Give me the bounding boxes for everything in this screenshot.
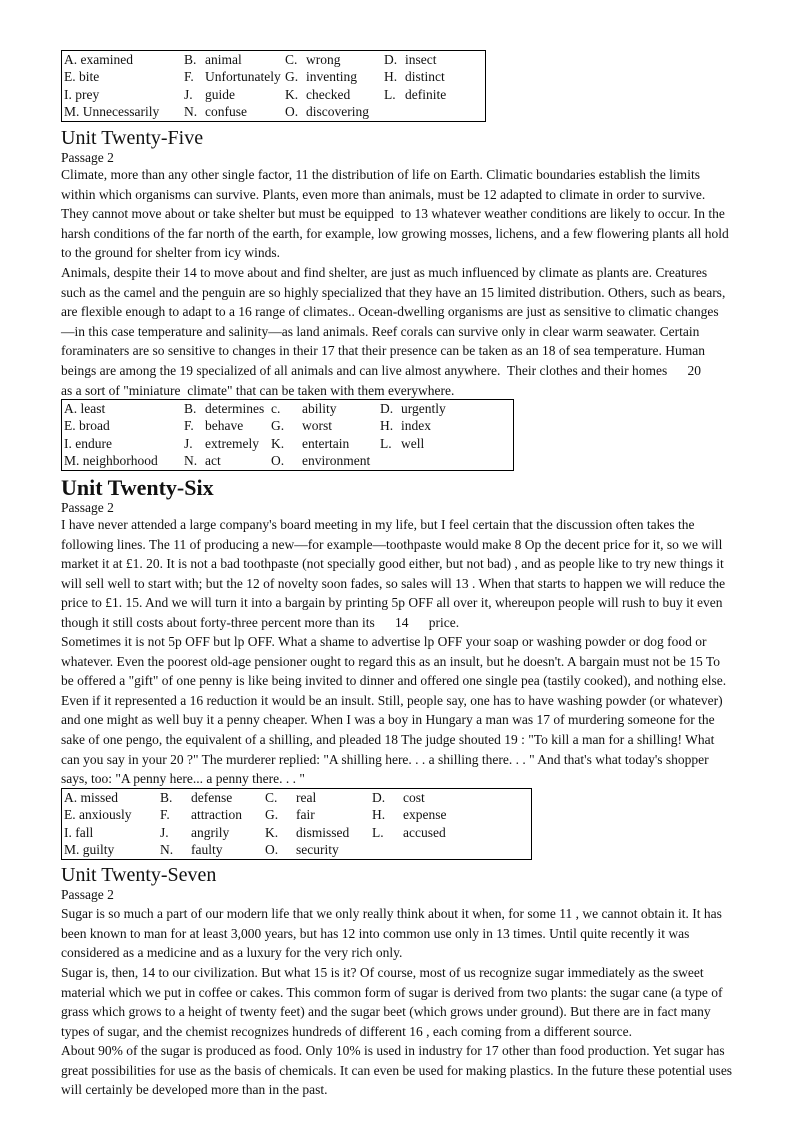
word-bank-table (61, 399, 514, 471)
option-letter: D. (384, 52, 398, 67)
option-letter: c. (271, 401, 281, 416)
option-letter (370, 841, 398, 859)
option-cell: accused (403, 824, 446, 840)
passage-label: Passage 2 (61, 150, 114, 165)
unit-title: Unit Twenty-Five (61, 127, 204, 149)
option-cell: faulty (191, 842, 223, 858)
text-line: and one might as well buy it a penny cheaper. When I was a boy in Hungary a man was 17 of murdering someone for the (61, 712, 715, 728)
option-letter: L. (372, 824, 384, 840)
option-cell: real (296, 790, 317, 805)
option-letter (382, 103, 400, 121)
word-bank-row (62, 103, 486, 121)
word-bank-row (62, 841, 532, 859)
option-cell: Unfortunately (205, 69, 281, 85)
text-line: as a sort of "miniature climate" that can be taken with them everywhere. (61, 382, 455, 398)
text-line: types of sugar, and the chemist recognizes hundreds of different 16 , each coming from a different source. (61, 1023, 633, 1039)
text-line: says, too: "A penny here... a penny there. . . " (61, 771, 305, 787)
option-letter: B. (160, 790, 173, 805)
option-letter: F. (184, 69, 194, 85)
option-cell: I. fall (64, 824, 94, 840)
text-line: following lines. The 11 of producing a new—for example—toothpaste would make 8 Op the decent price for it, so we will (61, 536, 723, 552)
option-letter: K. (271, 435, 285, 451)
text-line: sake of one pengo, the equivalent of a shilling, and pleaded 18 The judge shouted 19 : "To kill a man for a shilling! What (61, 731, 715, 747)
text-line: to the ground for shelter from icy winds. (61, 245, 280, 261)
option-cell: checked (306, 86, 351, 102)
passage-paragraph (61, 165, 729, 263)
passage-paragraph (61, 263, 725, 400)
passage-paragraph (61, 1041, 732, 1100)
text-line: material which we put in coffee or cakes. This common form of sugar is derived from two plants: the sugar cane (a type of (61, 984, 723, 1000)
option-cell (398, 841, 532, 859)
option-cell: act (205, 453, 221, 469)
option-cell: environment (302, 453, 371, 469)
text-line: are flexible enough to adapt to a 16 range of climates.. Ocean-dwelling organisms are just as sensitive to climatic changes (61, 304, 719, 320)
option-cell: A. examined (64, 52, 133, 67)
option-cell: dismissed (296, 824, 350, 840)
text-line: Climate, more than any other single factor, 11 the distribution of life on Earth. Climatic boundaries establish the limits (61, 167, 700, 182)
text-line: such as the camel and the penguin are so highly specialized that they have an 15 limited distribution. Others, such as bears, (61, 284, 726, 300)
text-line: within which organisms can survive. Plants, even more than animals, must be 12 adapted to climate in order to survive. (61, 186, 706, 202)
text-line: They cannot move about or take shelter but must be equipped to 13 whatever weather conditions are likely to occur. In the (61, 206, 725, 222)
option-letter: N. (184, 453, 198, 469)
option-letter: H. (372, 807, 386, 823)
word-bank-table (61, 788, 532, 860)
option-cell: E. bite (64, 69, 100, 85)
option-cell: well (401, 435, 425, 451)
word-bank-row (62, 400, 514, 418)
unit-title: Unit Twenty-Seven (61, 864, 217, 886)
option-letter: G. (285, 69, 299, 85)
word-bank-row (62, 452, 514, 470)
option-letter: B. (184, 401, 197, 416)
text-line: grass which grows to a height of twenty feet) and the sugar beet (which grows under ground). But there are in fact many (61, 1004, 711, 1020)
option-cell: wrong (306, 52, 341, 67)
option-letter: K. (285, 86, 299, 102)
option-letter: O. (271, 453, 285, 469)
option-cell: security (296, 842, 339, 858)
option-cell: entertain (302, 435, 350, 451)
option-cell: worst (302, 418, 332, 434)
word-bank-row (62, 68, 486, 85)
text-line: price to £1. 15. And we will turn it into a bargain by printing 5p OFF all over it, whereupon people will rush to buy it even (61, 595, 723, 611)
option-cell: I. endure (64, 435, 112, 451)
word-bank-table (61, 50, 486, 122)
text-line: though it still costs about forty-three percent more than its 14 price. (61, 614, 460, 630)
option-cell: insect (405, 52, 437, 67)
option-letter: G. (265, 807, 279, 823)
unit-title: Unit Twenty-Six (61, 475, 214, 500)
text-line: great possibilities for use as the basis of chemicals. It can even be used for making plastics. In the future these potential uses (61, 1062, 733, 1078)
text-line: can you say in your 20 ?" The murderer replied: "A shilling here. . . a shilling there. . . " And that's what today's shopper (61, 751, 709, 767)
option-cell: determines (205, 401, 265, 416)
text-line: been known to man for at least 3,000 years, but has 12 into common use only in 13 times. Until quite recently it was (61, 925, 690, 941)
text-line: will certainly be developed more than in the past. (61, 1082, 328, 1098)
text-line: —in this case temperature and salinity—as land animals. Reef corals can survive only in clear warm seawater. Certain (61, 323, 700, 339)
text-line: be offered a "gift" of one penny is like being invited to dinner and offered one single pea (tastily cooked), and nothing else. (61, 673, 727, 689)
option-letter: N. (160, 842, 174, 858)
option-cell: cost (403, 790, 425, 805)
text-line: foraminaters are so sensitive to changes in their 17 that their presence can be taken as an 18 of sea temperature. Human (61, 343, 705, 359)
option-cell: E. broad (64, 418, 110, 434)
option-letter: J. (160, 824, 169, 840)
option-cell: discovering (306, 104, 369, 120)
option-cell: M. guilty (64, 842, 115, 858)
option-letter: L. (380, 435, 392, 451)
passage-paragraph (61, 963, 723, 1041)
option-cell: A. missed (64, 790, 118, 805)
option-letter: O. (265, 842, 279, 858)
option-letter: N. (184, 104, 198, 120)
option-cell: E. anxiously (64, 807, 132, 823)
word-bank-row (62, 417, 514, 434)
option-letter (378, 452, 396, 470)
text-line: Sugar is, then, 14 to our civilization. But what 15 is it? Of course, most of us recognize sugar immediately as the sweet (61, 965, 704, 980)
text-line: I have never attended a large company's board meeting in my life, but I feel certain that the discussion often takes the (61, 517, 695, 532)
option-letter: K. (265, 824, 279, 840)
text-line: Even if it represented a 16 reduction it would be an insult. Still, people say, one has to have washing powder (or whatever) (61, 692, 723, 708)
word-bank-row (62, 789, 532, 807)
text-line: considered as a medicine and as a luxury for the very rich only. (61, 945, 403, 961)
option-cell: ability (302, 401, 337, 416)
passage-paragraph (61, 632, 726, 789)
option-cell: guide (205, 86, 235, 102)
option-letter: G. (271, 418, 285, 434)
text-line: harsh conditions of the far north of the earth, for example, low growing mosses, lichens, and a few flowering plants all hold (61, 225, 729, 241)
text-line: beings are among the 19 specialized of all animals and can live almost anywhere. Their clothes and their homes 20 (61, 362, 702, 378)
text-line: About 90% of the sugar is produced as food. Only 10% is used in industry for 17 other than food production. Yet sugar has (61, 1043, 725, 1058)
option-cell: M. neighborhood (64, 453, 158, 469)
text-line: Sometimes it is not 5p OFF but lp OFF. What a shame to advertise lp OFF your soap or washing powder or dog food or (61, 634, 707, 649)
word-bank-row (62, 51, 486, 69)
text-line: will sell well to start with; but the 12 of novelty soon fades, so sales will 13 . When that starts to happen we will reduce the (61, 575, 726, 591)
option-letter: D. (380, 401, 394, 416)
word-bank-row (62, 86, 486, 103)
option-cell: A. least (64, 401, 106, 416)
option-cell: definite (405, 86, 447, 102)
option-cell: confuse (205, 104, 247, 120)
option-cell: defense (191, 790, 233, 805)
option-cell: angrily (191, 824, 230, 840)
option-cell: inventing (306, 69, 357, 85)
option-cell: index (401, 418, 431, 434)
option-letter: C. (265, 790, 278, 805)
option-letter: D. (372, 790, 386, 805)
word-bank-row (62, 806, 532, 823)
option-letter: J. (184, 435, 193, 451)
option-cell: expense (403, 807, 447, 823)
option-cell: attraction (191, 807, 242, 823)
text-line: Sugar is so much a part of our modern life that we only really think about it when, for some 11 , we cannot obtain it. It has (61, 906, 722, 921)
option-letter: B. (184, 52, 197, 67)
option-letter: F. (184, 418, 194, 434)
option-letter: H. (380, 418, 394, 434)
option-cell: I. prey (64, 86, 100, 102)
option-cell: fair (296, 807, 315, 823)
passage-label: Passage 2 (61, 887, 114, 902)
passage-paragraph (61, 515, 725, 633)
option-cell: animal (205, 52, 242, 67)
option-letter: J. (184, 86, 193, 102)
option-letter: F. (160, 807, 170, 823)
passage-paragraph (61, 904, 722, 963)
option-cell: urgently (401, 401, 446, 416)
option-cell: extremely (205, 435, 259, 451)
option-letter: H. (384, 69, 398, 85)
option-letter: C. (285, 52, 298, 67)
text-line: market it at £1. 20. It is not a bad toothpaste (not specially good either, but not bad) , and as people like to try new things it (61, 556, 724, 572)
option-letter: O. (285, 104, 299, 120)
option-cell: M. Unnecessarily (64, 104, 160, 120)
option-cell (400, 103, 486, 121)
option-cell (396, 452, 514, 470)
passage-label: Passage 2 (61, 500, 114, 515)
text-line: whatever. Even the poorest old-age pensioner ought to regard this as an insult, but he doesn't. A bargain must not be 15 To (61, 653, 720, 669)
word-bank-row (62, 824, 532, 841)
option-letter: L. (384, 86, 396, 102)
option-cell: behave (205, 418, 244, 434)
option-cell: distinct (405, 69, 445, 85)
word-bank-row (62, 435, 514, 452)
text-line: Animals, despite their 14 to move about and find shelter, are just as much influenced by climate as plants are. Creatures (61, 265, 708, 280)
